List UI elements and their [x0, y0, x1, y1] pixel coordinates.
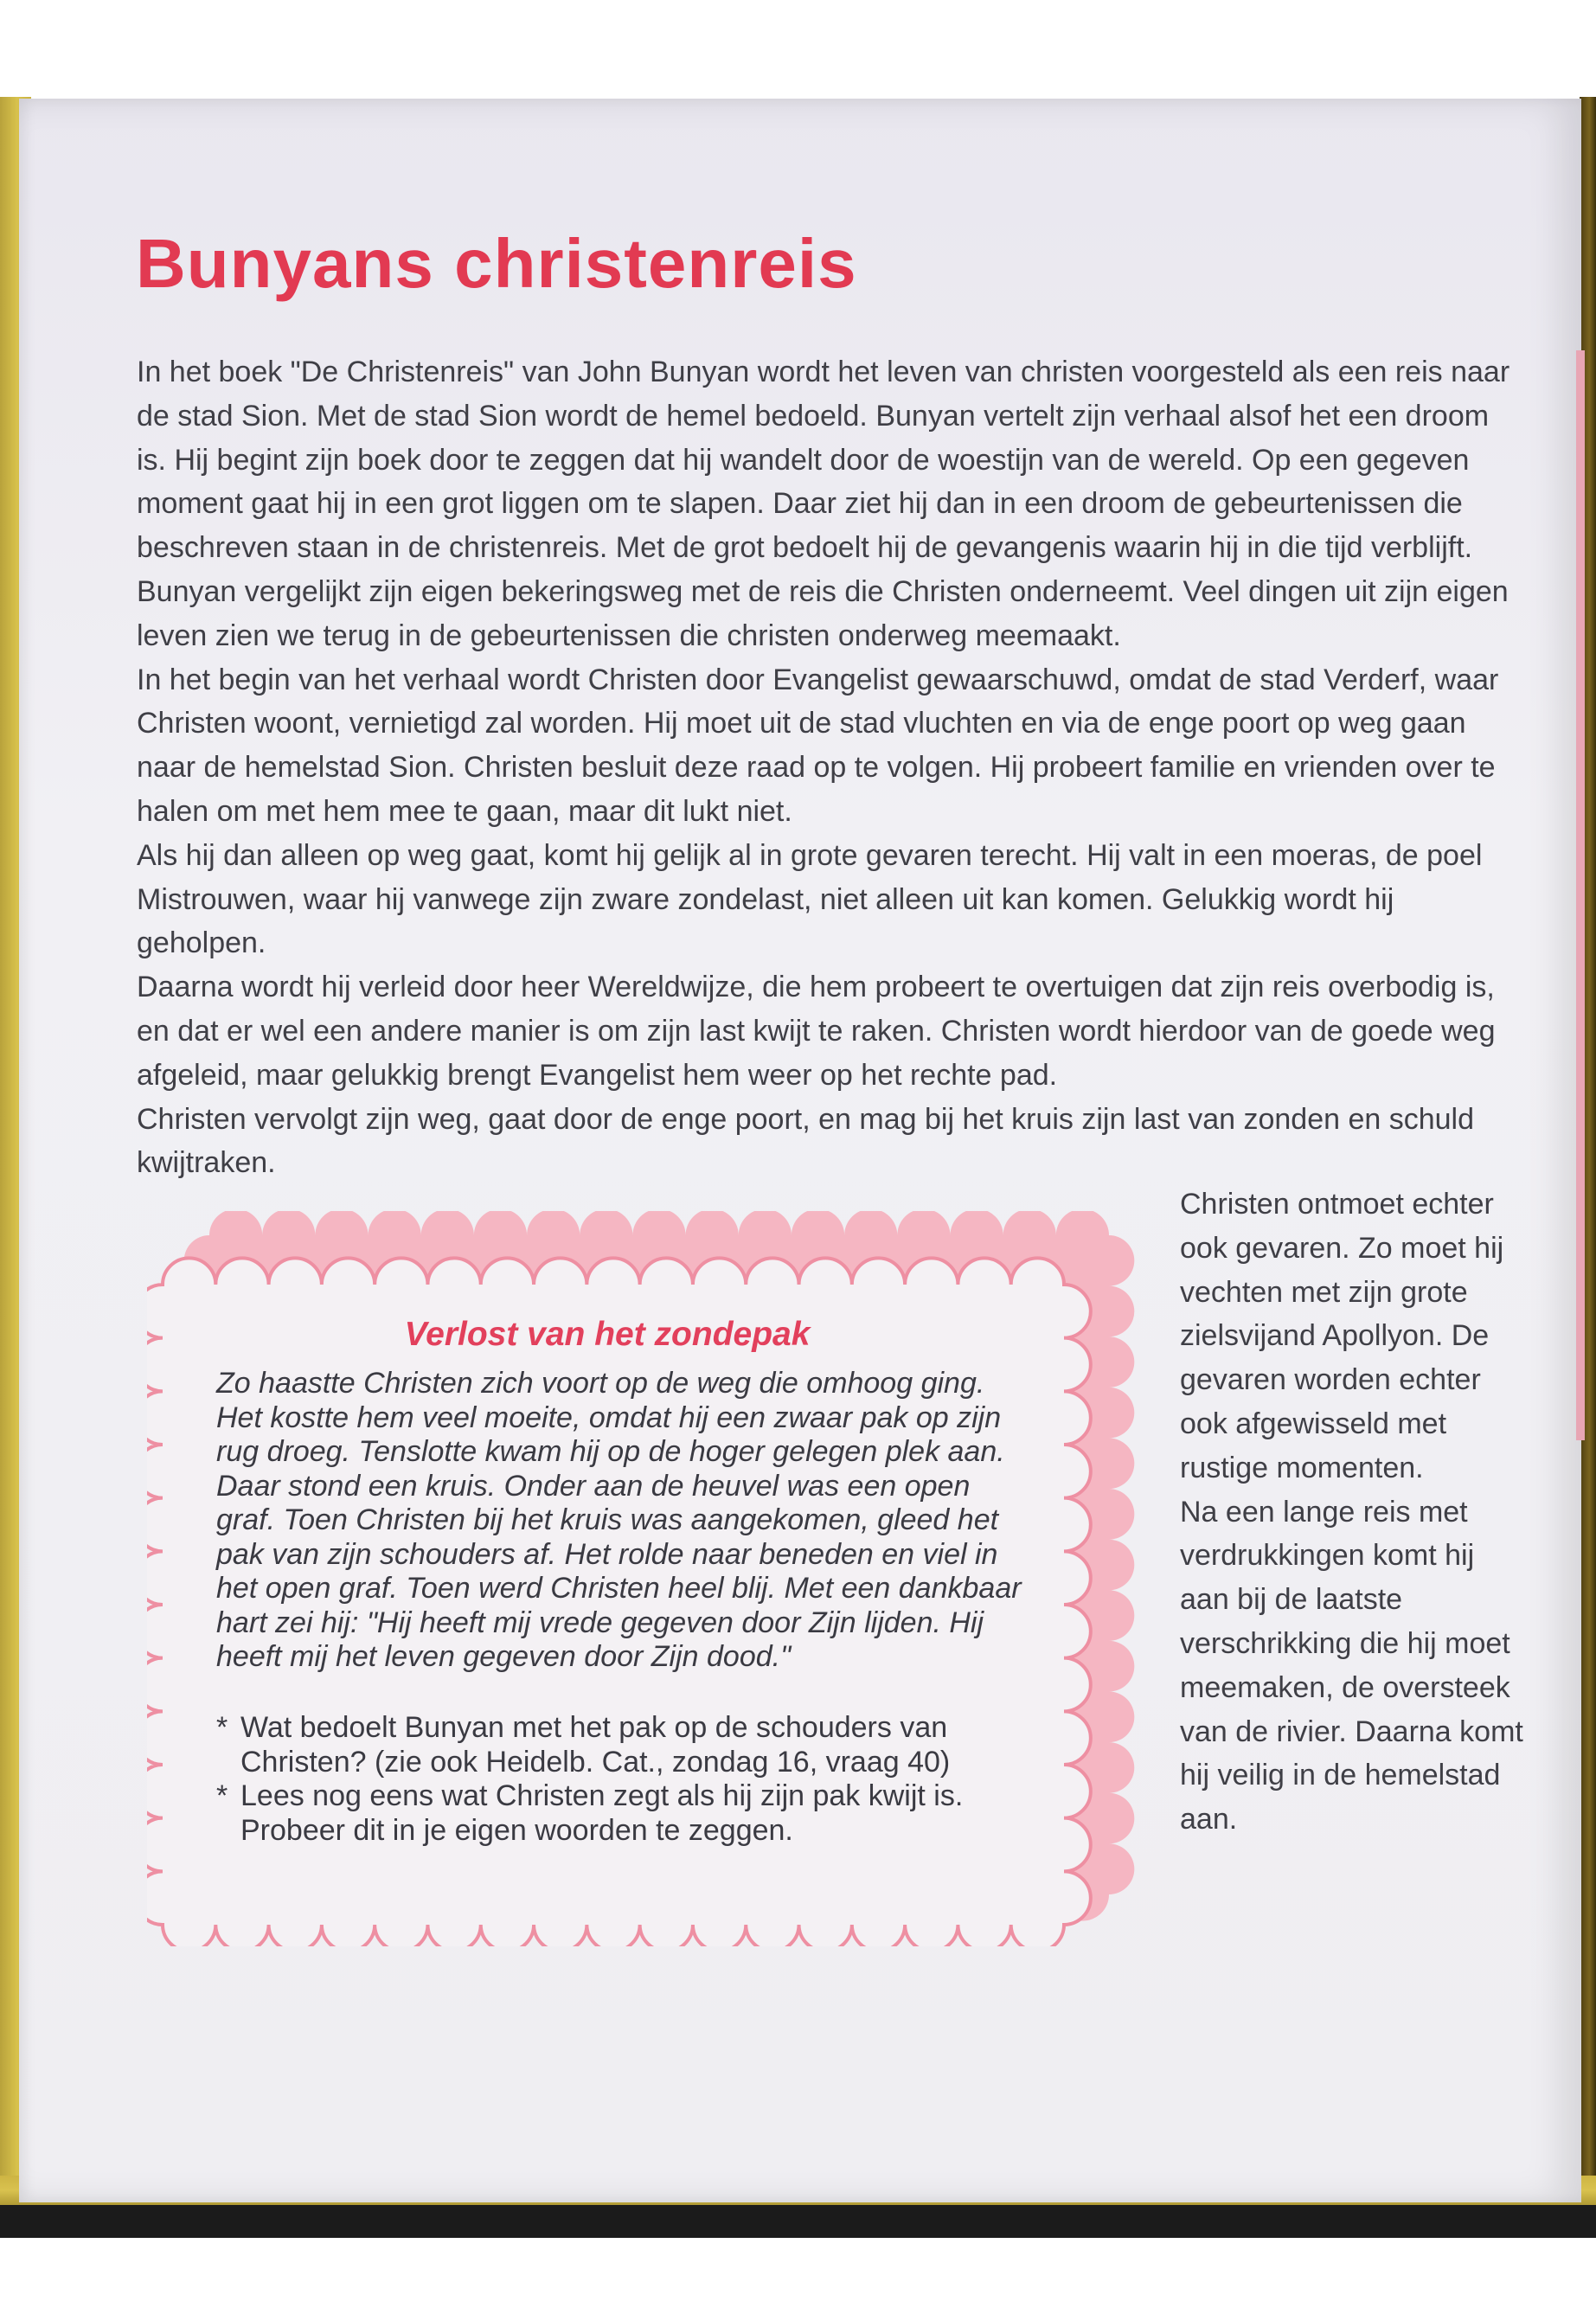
book-shadow-band [0, 2205, 1596, 2238]
asterisk-icon: * [216, 1711, 228, 1744]
question-item [216, 1711, 1038, 1779]
asterisk-icon: * [216, 1779, 228, 1812]
box-heading: Verlost van het zondepak [404, 1316, 811, 1353]
side-column-text [1180, 1183, 1526, 1842]
story-line: Het kostte hem veel moeite, omdat hij een zwaar pak op zijn [216, 1400, 1002, 1434]
paragraph: Na een lange reis met verdrukkingen komt hij aan bij de laatste verschrikking die hij moet meemaken, de oversteek van de rivier. Daarna komt hij veilig in de hemelstad aan. [1180, 1495, 1523, 1836]
paragraph: In het boek "De Christenreis" van John Bunyan wordt het leven van christen voorgesteld als een reis naar de stad Sion. Met de stad Sion wordt de hemel bedoeld. Bunyan vertelt zijn verhaal alsof het een droom is. Hij begint zijn boek door te zeggen dat hij wandelt door de woestijn van de wereld. Op een gegeven moment gaat hij in een grot liggen om te slapen. Daar ziet hij dan in een droom de gebeurtenissen die beschreven staan in de christenreis. Met de grot bedoelt hij de gevangenis waarin hij in die tijd verblijft. Bunyan vergelijkt zijn eigen bekeringsweg met de reis die Christen onderneemt. Veel dingen uit zijn eigen leven zien we terug in de gebeurtenissen die christen onderweg meemaakt. [137, 356, 1510, 652]
paragraph: Als hij dan alleen op weg gaat, komt hij gelijk al in grote gevaren terecht. Hij valt in een moeras, de poel Mistrouwen, waar hij vanwege zijn zware zondelast, niet alleen uit kan komen. Gelukkig wordt hij geholpen. [137, 838, 1483, 960]
paragraph: In het begin van het verhaal wordt Christen door Evangelist gewaarschuwd, omdat de stad Verderf, waar Christen woont, vernietigd zal worden. Hij moet uit de stad vluchten en via de enge poort op weg gaan naar de hemelstad Sion. Christen besluit deze raad op te volgen. Hij probeert familie en vrienden over te halen om met hem mee te gaan, maar dit lukt niet. [137, 663, 1499, 828]
main-article-text [137, 350, 1512, 1185]
story-line: Zo haastte Christen zich voort op de weg die omhoog ging. [216, 1367, 985, 1400]
page-title: Bunyans christenreis [136, 225, 857, 302]
story-line: heeft mij het leven gegeven door Zijn dood." [216, 1640, 792, 1673]
question-text: Lees nog eens wat Christen zegt als hij zijn pak kwijt is. Probeer dit in je eigen woorden te zeggen. [240, 1779, 964, 1847]
story-line: hart zei hij: "Hij heeft mij vrede gegeven door Zijn lijden. Hij [216, 1606, 984, 1639]
question-item [216, 1779, 1038, 1848]
box-story [216, 1367, 1038, 1675]
story-line: het open graf. Toen werd Christen heel blij. Met een dankbaar [216, 1572, 1022, 1605]
question-text: Wat bedoelt Bunyan met het pak op de schouders van Christen? (zie ook Heidelb. Cat., zondag 16, vraag 40) [240, 1711, 951, 1779]
paragraph: Christen ontmoet echter ook gevaren. Zo moet hij vechten met zijn grote zielsvijand Apollyon. De gevaren worden echter ook afgewisseld met rustige momenten. [1180, 1188, 1504, 1484]
page-edge-tab [1576, 350, 1585, 1440]
background-margin [0, 2238, 1596, 2301]
paragraph: Christen vervolgt zijn weg, gaat door de enge poort, en mag bij het kruis zijn last van zonden en schuld kwijtraken. [137, 1102, 1475, 1180]
story-line: rug droeg. Tenslotte kwam hij op de hoger gelegen plek aan. [216, 1435, 1005, 1468]
paragraph: Daarna wordt hij verleid door heer Wereldwijze, die hem probeert te overtuigen dat zijn reis overbodig is, en dat er wel een andere manier is om zijn last kwijt te raken. Christen wordt hierdoor van de goede weg afgeleid, maar gelukkig brengt Evangelist hem weer op het rechte pad. [137, 971, 1496, 1092]
story-line: graf. Toen Christen bij het kruis was aangekomen, gleed het [216, 1503, 999, 1536]
story-line: Daar stond een kruis. Onder aan de heuvel was een open [216, 1469, 971, 1503]
box-questions [216, 1711, 1038, 1848]
story-line: pak van zijn schouders af. Het rolde naar beneden en viel in [216, 1537, 998, 1571]
